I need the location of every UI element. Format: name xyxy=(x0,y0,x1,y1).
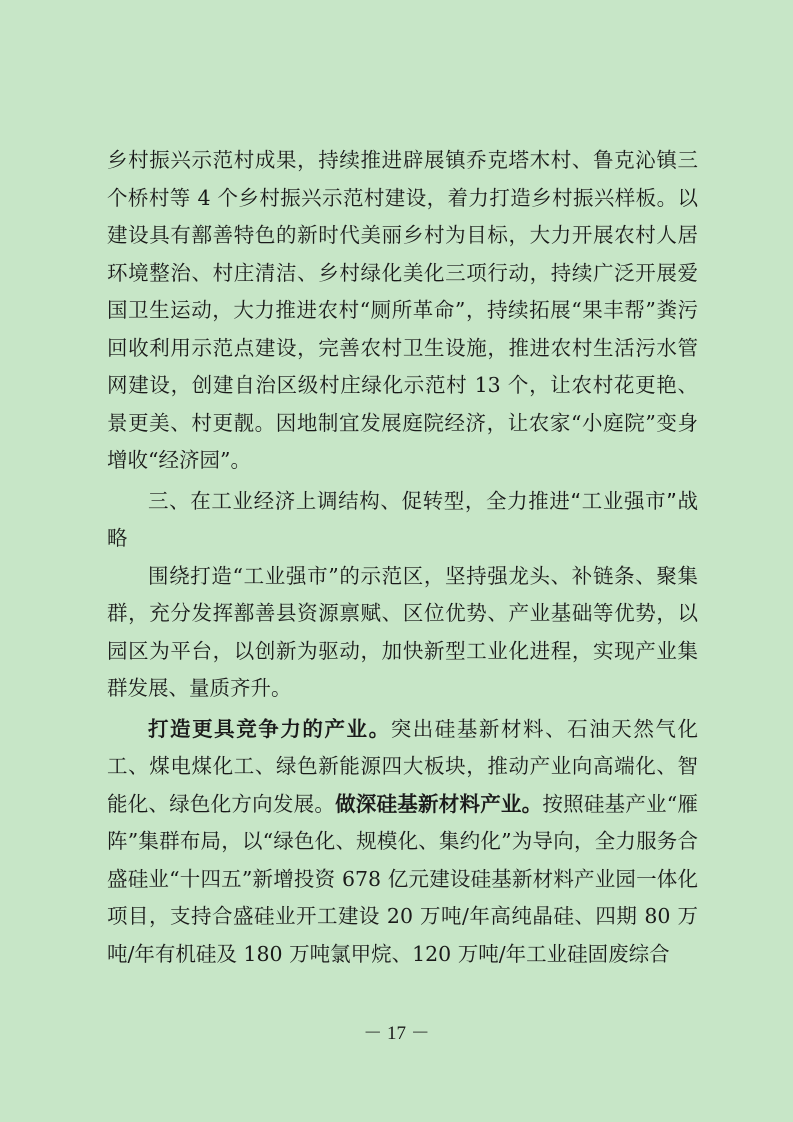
bold-lead-competitive-industry: 打造更具竞争力的产业。 xyxy=(148,716,391,741)
text-silicon-projects: 按照硅基产业“雁阵”集群布局，以“绿色化、规模化、集约化”为导向，全力服务合盛硅业“十四五”新增投资 678 亿元建设硅基新材料产业园一体化项目，支持合盛硅业开工建设 20 万吨/年高纯晶硅、四期 80 万吨/年有机硅及 180 万吨氯甲烷、120 万吨/年工业硅固废综合 xyxy=(107,791,698,966)
paragraph-industry-strategy: 围绕打造“工业强市”的示范区，坚持强龙头、补链条、聚集群，充分发挥鄯善县资源禀赋、区位优势、产业基础等优势，以园区为平台，以创新为驱动，加快新型工业化进程，实现产业集群发展、量质齐升。 xyxy=(107,563,698,700)
paragraph-competitive-industry xyxy=(107,711,698,974)
document-body xyxy=(107,142,698,973)
bold-lead-silicon-materials: 做深硅基新材料产业。 xyxy=(335,791,543,816)
paragraph-rural-revitalization: 乡村振兴示范村成果，持续推进辟展镇乔克塔木村、鲁克沁镇三个桥村等 4 个乡村振兴示范村建设，着力打造乡村振兴样板。以建设具有鄯善特色的新时代美丽乡村为目标，大力开展农村人居环境整治、村庄清洁、乡村绿化美化三项行动，持续广泛开展爱国卫生运动，大力推进农村“厕所革命”，持续拓展“果丰帮”粪污回收利用示范点建设，完善农村卫生设施，推进农村生活污水管网建设，创建自治区级村庄绿化示范村 13 个，让农村花更艳、景更美、村更靓。因地制宜发展庭院经济，让农家“小庭院”变身增收“经济园”。 xyxy=(107,148,698,472)
text-four-sectors: 突出硅基新材料、石油天然气化工、煤电煤化工、绿色新能源四大板块，推动产业向高端化、智能化、绿色化方向发展。 xyxy=(107,716,698,816)
section-heading-industry: 三、在工业经济上调结构、促转型，全力推进“工业强市”战略 xyxy=(107,488,698,550)
page-number: － 17 － xyxy=(363,1023,430,1044)
